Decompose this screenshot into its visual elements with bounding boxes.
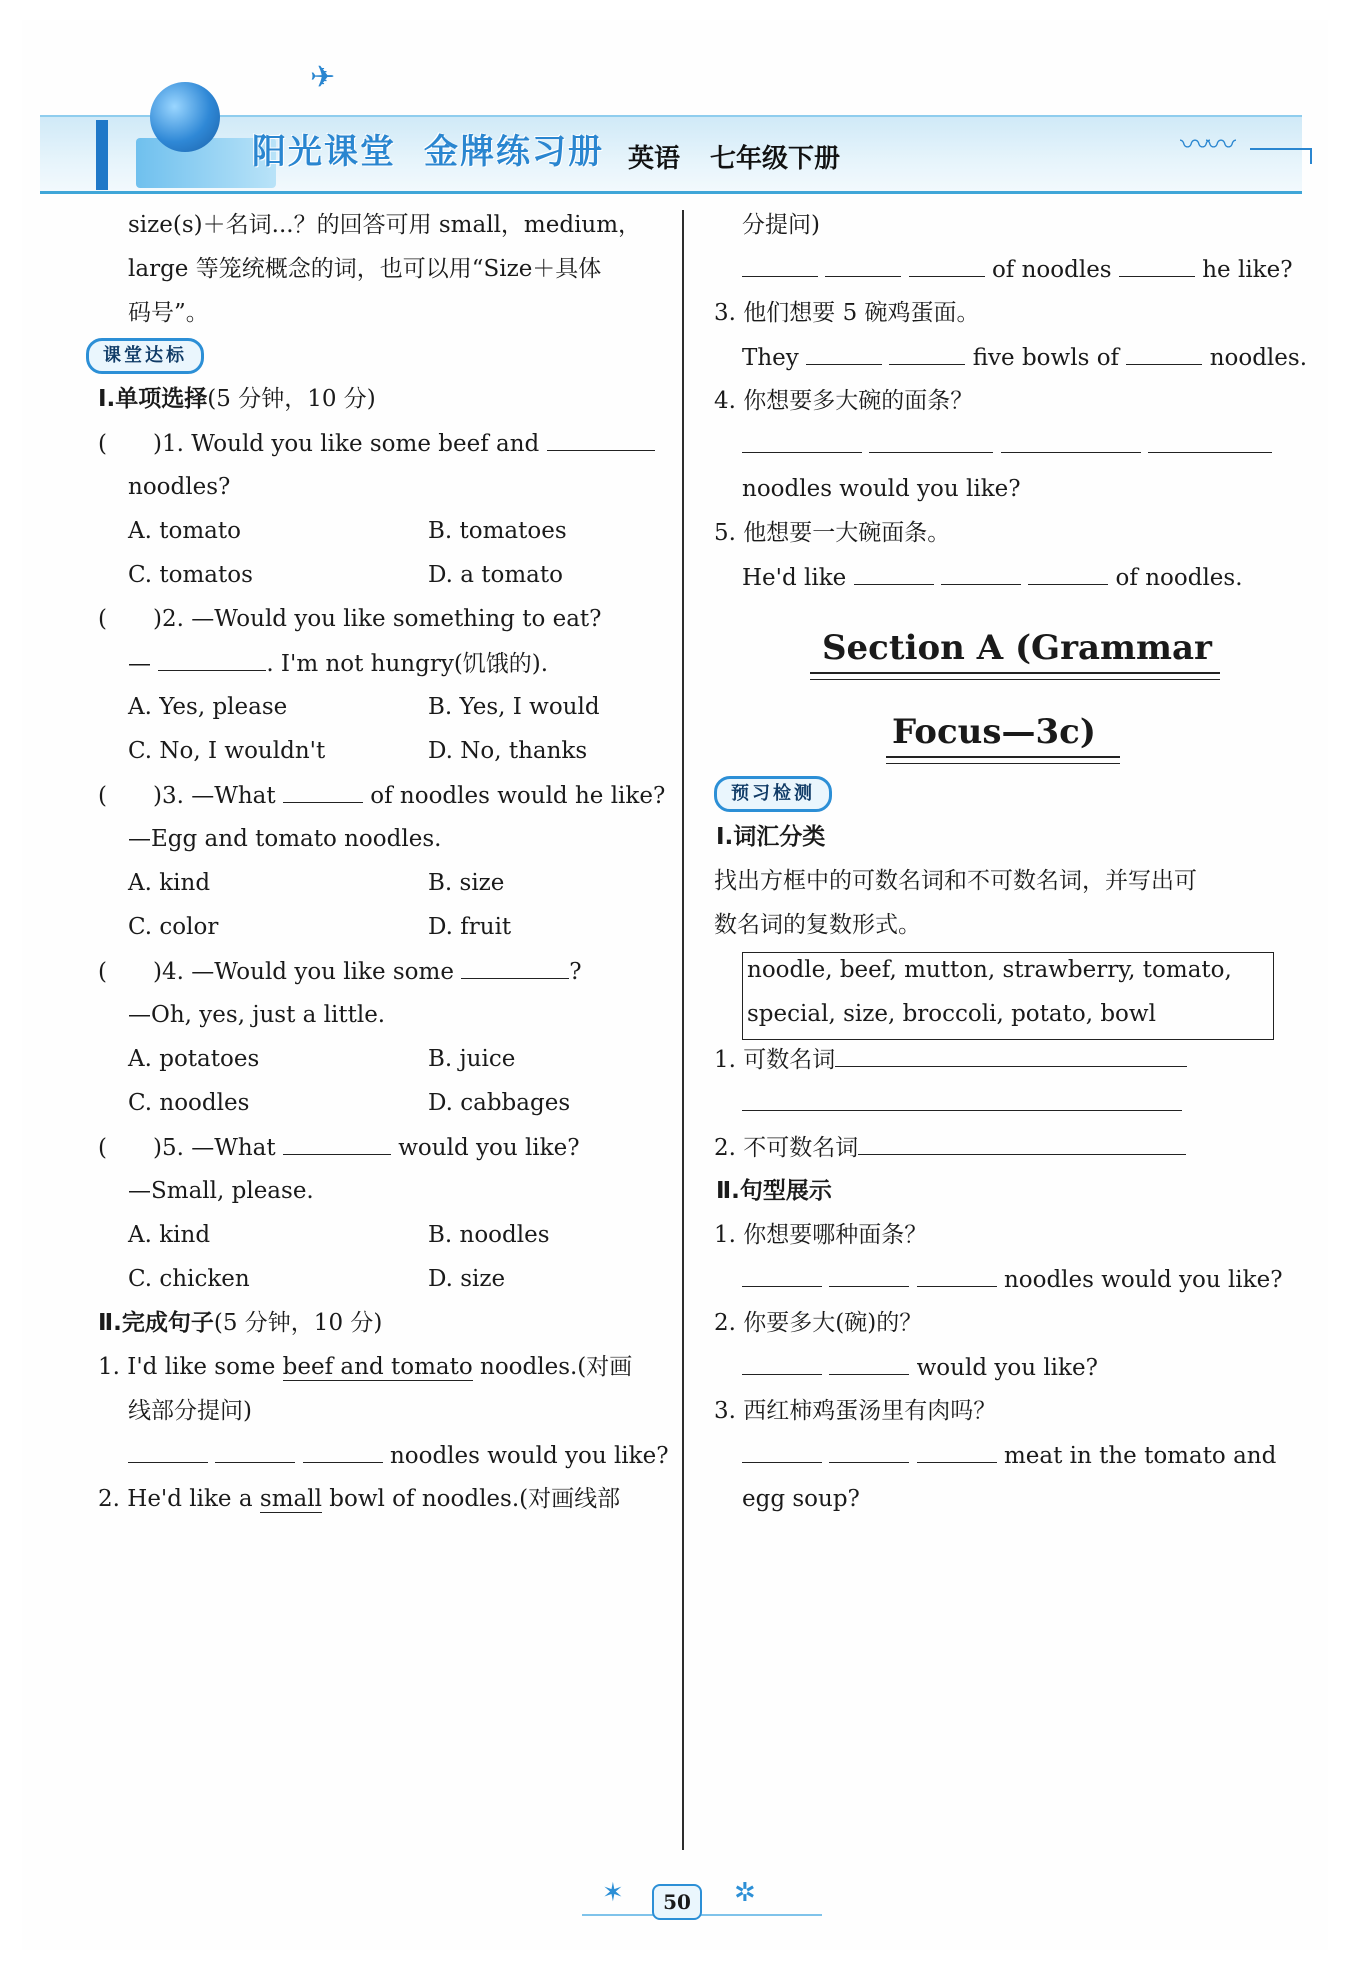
vocab-instruction-1: 找出方框中的可数名词和不可数名词，并写出可: [714, 868, 1197, 894]
q1-stem: ( )1. Would you like some beef and: [98, 431, 540, 457]
s5-blank-1[interactable]: [854, 562, 934, 585]
page-header: [40, 20, 1320, 200]
part2-meta: (5 分钟，10 分): [213, 1310, 383, 1336]
q5-stem: ( )5. —What: [98, 1135, 276, 1161]
q2-reply: . I'm not hungry(饥饿的).: [266, 651, 549, 677]
section-title-underline-2: [886, 756, 1120, 764]
q3-option-d[interactable]: D. fruit: [428, 914, 512, 940]
s1-blank-1[interactable]: [128, 1440, 208, 1463]
q3-option-b[interactable]: B. size: [428, 870, 505, 896]
q5-option-c[interactable]: C. chicken: [128, 1266, 250, 1292]
word-box-line-1: noodle, beef, mutton, strawberry, tomato,: [747, 957, 1232, 983]
t3-answer-line: [742, 1440, 1276, 1471]
s4-blank-3[interactable]: [1001, 430, 1141, 453]
q1-option-b[interactable]: B. tomatoes: [428, 518, 567, 544]
s2-pre: 2. He'd like a: [98, 1486, 253, 1512]
section-title-underline-1: [810, 672, 1220, 680]
q5-option-b[interactable]: B. noodles: [428, 1222, 550, 1248]
q3-line: [98, 780, 665, 811]
q5-stem-end: would you like?: [398, 1135, 580, 1161]
s2-answer-mid: of noodles: [991, 257, 1112, 283]
q2-line-2: [128, 648, 548, 679]
footer-line: [582, 1914, 822, 1916]
brand-name: 阳光课堂: [252, 132, 396, 172]
q3-option-c[interactable]: C. color: [128, 914, 219, 940]
s3-blank-1[interactable]: [806, 342, 882, 365]
section-title-line-2: Focus—3c): [892, 712, 1096, 752]
q4-stem: ( )4. —Would you like some: [98, 959, 454, 985]
s2-blank-3[interactable]: [909, 254, 985, 277]
series-title: [252, 124, 604, 173]
s1-line-2: 线部分提问): [128, 1398, 252, 1424]
q1-blank[interactable]: [547, 428, 655, 451]
t3-blank-2[interactable]: [829, 1440, 909, 1463]
t2-blank-1[interactable]: [742, 1352, 822, 1375]
part1-heading: [98, 384, 376, 414]
s1-blank-3[interactable]: [303, 1440, 383, 1463]
q4-option-b[interactable]: B. juice: [428, 1046, 516, 1072]
q4-option-a[interactable]: A. potatoes: [128, 1046, 260, 1072]
countable-blank-2[interactable]: [742, 1088, 1182, 1111]
t2-answer-line: [742, 1352, 1098, 1383]
s3-start: They: [742, 345, 799, 371]
part2-title: Ⅱ.完成句子: [98, 1310, 214, 1336]
t3-blank-3[interactable]: [917, 1440, 997, 1463]
q5-line: [98, 1132, 580, 1163]
q5-blank[interactable]: [283, 1132, 391, 1155]
globe-icon: [150, 82, 220, 152]
q3-reply: —Egg and tomato noodles.: [128, 826, 442, 852]
s1-underlined: beef and tomato: [282, 1354, 473, 1380]
s2-blank-1[interactable]: [742, 254, 818, 277]
page-number: 50: [652, 1884, 702, 1920]
uncountable-blank[interactable]: [858, 1132, 1186, 1155]
s4-blank-2[interactable]: [869, 430, 993, 453]
t1-end: noodles would you like?: [1003, 1267, 1283, 1293]
q2-stem: ( )2. —Would you like something to eat?: [98, 606, 602, 632]
vocab-heading: [716, 822, 825, 852]
s4-answer-end: noodles would you like?: [742, 476, 1021, 502]
intro-line-2: large 等笼统概念的词，也可以用“Size＋具体: [128, 256, 602, 282]
t2-blank-2[interactable]: [829, 1352, 909, 1375]
s1-post: noodles.(对画: [480, 1354, 633, 1380]
column-divider: [682, 210, 684, 1850]
s5-answer-line: [742, 562, 1243, 593]
t1-prompt: 1. 你想要哪种面条？: [714, 1222, 928, 1248]
s3-answer-line: [742, 342, 1307, 373]
s3-blank-2[interactable]: [889, 342, 965, 365]
countable-label: 1. 可数名词: [714, 1047, 836, 1073]
subject: 英语: [628, 144, 681, 174]
t1-answer-line: [742, 1264, 1283, 1295]
s2-blank-2[interactable]: [825, 254, 901, 277]
header-band-line: [40, 115, 1302, 117]
preview-check-badge: 预习检测: [714, 776, 832, 812]
t2-end: would you like?: [916, 1355, 1098, 1381]
t3-end: meat in the tomato and: [1003, 1443, 1277, 1469]
footer-palm-icon: ✲: [734, 1878, 756, 1908]
q1-option-d[interactable]: D. a tomato: [428, 562, 563, 588]
q4-option-c[interactable]: C. noodles: [128, 1090, 250, 1116]
s5-blank-3[interactable]: [1028, 562, 1108, 585]
countable-blank-1[interactable]: [835, 1044, 1187, 1067]
s1-pre: 1. I'd like some: [98, 1354, 276, 1380]
s3-prompt: 3. 他们想要 5 碗鸡蛋面。: [714, 300, 980, 326]
q4-option-d[interactable]: D. cabbages: [428, 1090, 571, 1116]
s5-blank-2[interactable]: [941, 562, 1021, 585]
q5-option-a[interactable]: A. kind: [128, 1222, 211, 1248]
s5-end: of noodles.: [1115, 565, 1243, 591]
s2-line: [98, 1484, 620, 1514]
s1-blank-2[interactable]: [215, 1440, 295, 1463]
section-title-line-1: Section A (Grammar: [822, 628, 1212, 668]
s2-blank-4[interactable]: [1119, 254, 1195, 277]
word-box-line-2: special, size, broccoli, potato, bowl: [747, 1001, 1156, 1027]
s1-answer-line: [128, 1440, 669, 1471]
s4-prompt: 4. 你想要多大碗的面条？: [714, 388, 974, 414]
s5-prompt: 5. 他想要一大碗面条。: [714, 520, 951, 546]
q2-blank[interactable]: [158, 648, 266, 671]
q2-option-a[interactable]: A. Yes, please: [128, 694, 288, 720]
q2-option-d[interactable]: D. No, thanks: [428, 738, 588, 764]
birds-icon: 〰〰: [1180, 128, 1232, 163]
s4-blank-4[interactable]: [1148, 430, 1272, 453]
q4-reply: —Oh, yes, just a little.: [128, 1002, 386, 1028]
header-accent-bar: [96, 120, 108, 190]
grade: 七年级下册: [710, 144, 841, 174]
vocab-title: Ⅰ.词汇分类: [716, 824, 826, 850]
intro-line-3: 码号”。: [128, 300, 209, 326]
t3-blank-1[interactable]: [742, 1440, 822, 1463]
q3-stem-end: of noodles would he like?: [370, 783, 666, 809]
paper-plane-icon: ✈: [310, 60, 336, 95]
part1-title: Ⅰ.单项选择: [98, 386, 208, 412]
s3-blank-3[interactable]: [1126, 342, 1202, 365]
q3-blank[interactable]: [283, 780, 363, 803]
uncountable-line: [714, 1132, 1186, 1163]
q2-option-b[interactable]: B. Yes, I would: [428, 694, 600, 720]
countable-line: [714, 1044, 1187, 1075]
s4-blank-1[interactable]: [742, 430, 862, 453]
q4-blank[interactable]: [461, 956, 569, 979]
t3-line-3: egg soup?: [742, 1486, 860, 1512]
t1-blank-3[interactable]: [917, 1264, 997, 1287]
countable-line-2: [742, 1088, 1182, 1119]
q4-stem-end: ?: [569, 959, 582, 985]
q2-dash: —: [128, 651, 151, 677]
footer-star-icon: ✶: [602, 1878, 624, 1908]
s4-blanks-line: [742, 430, 1272, 461]
q4-line: [98, 956, 582, 987]
s1-answer-end: noodles would you like?: [389, 1443, 669, 1469]
s1-line: [98, 1352, 632, 1382]
q5-option-d[interactable]: D. size: [428, 1266, 506, 1292]
part1-meta: (5 分钟，10 分): [207, 386, 376, 412]
s2-answer-line: [742, 254, 1293, 285]
t1-blank-1[interactable]: [742, 1264, 822, 1287]
intro-line-1: size(s)＋名词...？的回答可用 small，medium，: [128, 212, 642, 238]
s3-end: noodles.: [1209, 345, 1307, 371]
s3-mid: five bowls of: [972, 345, 1120, 371]
uncountable-label: 2. 不可数名词: [714, 1135, 859, 1161]
part2-heading: [98, 1308, 382, 1338]
q1-option-a[interactable]: A. tomato: [128, 518, 241, 544]
s2-answer-end: he like?: [1202, 257, 1293, 283]
s2-underlined: small: [259, 1486, 322, 1512]
word-box: [742, 952, 1274, 1040]
subject-label: [628, 138, 840, 175]
t2-prompt: 2. 你要多大(碗)的？: [714, 1310, 923, 1336]
pattern-heading: [716, 1176, 832, 1206]
workbook-page: [22, 20, 1328, 1950]
pattern-title: Ⅱ.句型展示: [716, 1178, 832, 1204]
q5-reply: —Small, please.: [128, 1178, 314, 1204]
class-practice-badge: 课堂达标: [86, 338, 204, 374]
q3-stem: ( )3. —What: [98, 783, 276, 809]
brand-subtitle: 金牌练习册: [424, 132, 604, 172]
q1-line: [98, 428, 655, 459]
vocab-instruction-2: 数名词的复数形式。: [714, 912, 921, 938]
t3-prompt: 3. 西红柿鸡蛋汤里有肉吗？: [714, 1398, 997, 1424]
s2-post: bowl of noodles.(对画线部: [329, 1486, 621, 1512]
q1-option-c[interactable]: C. tomatos: [128, 562, 253, 588]
q2-option-c[interactable]: C. No, I wouldn't: [128, 738, 326, 764]
s2-line-2: 分提问): [742, 212, 820, 238]
q3-option-a[interactable]: A. kind: [128, 870, 211, 896]
header-deco-line: [1250, 148, 1312, 164]
s5-start: He'd like: [742, 565, 847, 591]
t1-blank-2[interactable]: [829, 1264, 909, 1287]
q1-line-2: noodles?: [128, 474, 231, 500]
